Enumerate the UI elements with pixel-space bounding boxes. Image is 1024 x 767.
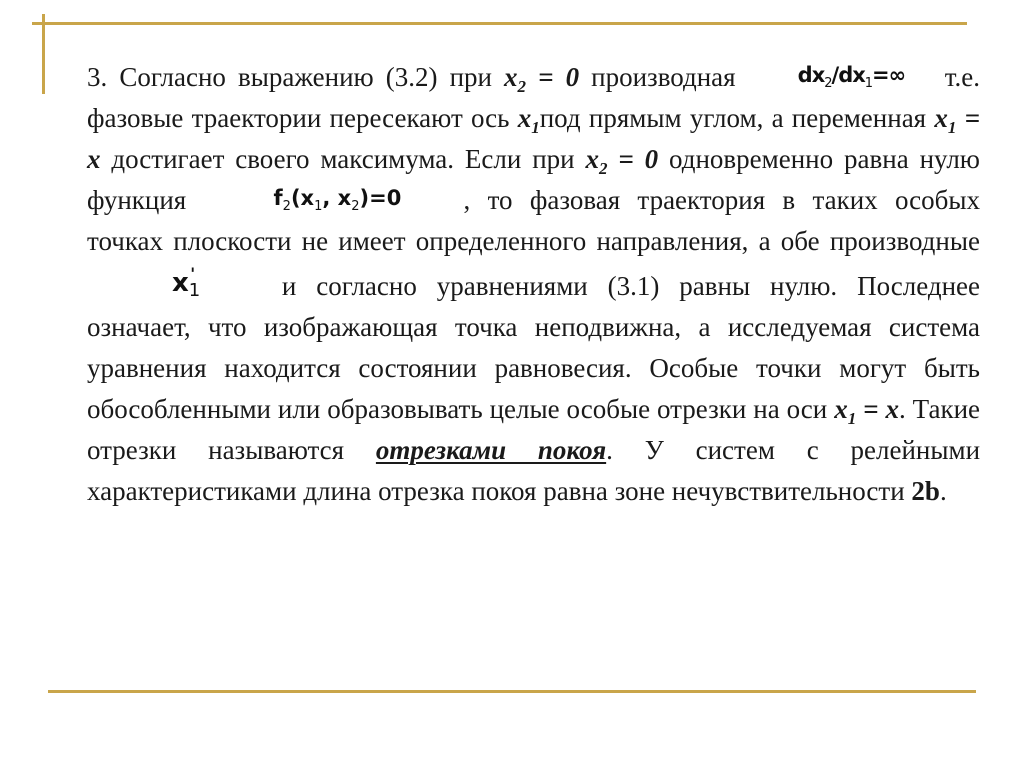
text-segment: , то фазовая траектория в таких особых точках плоскости не имеет определенного направления, а обе производные [87,185,980,256]
variable-x2-zero: $x_2 = 0$ [585,144,659,178]
value-2b: 2b [911,476,940,506]
formula-derivative-prime: $x_1'$ [172,264,201,301]
frame-left-line [42,14,45,94]
variable-x1-axis: $x_1$ [517,103,540,137]
text-segment: производная [579,62,748,92]
variable-x1-equation: $x_1 = x$ [87,103,980,174]
text-segment: т.е. фазовые траектории пересекают ось [87,62,980,133]
text-segment: 3. Согласно выражению (3.2) при [87,62,505,92]
formula-function-f2: $f_2(x_1$, $x_2)=0$ [273,186,402,214]
frame-bottom-line [48,690,976,693]
variable-x2-equation: $x_2 = 0$ [504,62,580,96]
frame-top-line [32,22,967,25]
text-segment: одновременно равна нулю функция [87,144,980,215]
slide-paragraph [87,57,980,512]
text-segment: . Такие отрезки называются [87,394,980,465]
term-rest-segments: отрезками покоя [375,435,607,465]
text-segment: и согласно уравнениями (3.1) равны нулю. Последнее означает, что изображающая точка неподвижна, а исследуемая система уравнения находится состоянии равновесия. Особые точки могут быть обособленными или образовывать целые особые отрезки на оси [87,271,980,424]
variable-x1-segment: $x_1 = x$ [834,394,899,428]
text-segment: достигает своего максимума. Если при [100,144,586,174]
text-segment: . [939,476,947,506]
text-segment: . У систем с релейными характеристиками длина отрезка покоя равна зоне нечувствительности [87,435,981,506]
text-segment: под прямым углом, а переменная [539,103,935,133]
formula-derivative-ratio: $dx_2/dx_1=\infty$ [797,63,906,91]
